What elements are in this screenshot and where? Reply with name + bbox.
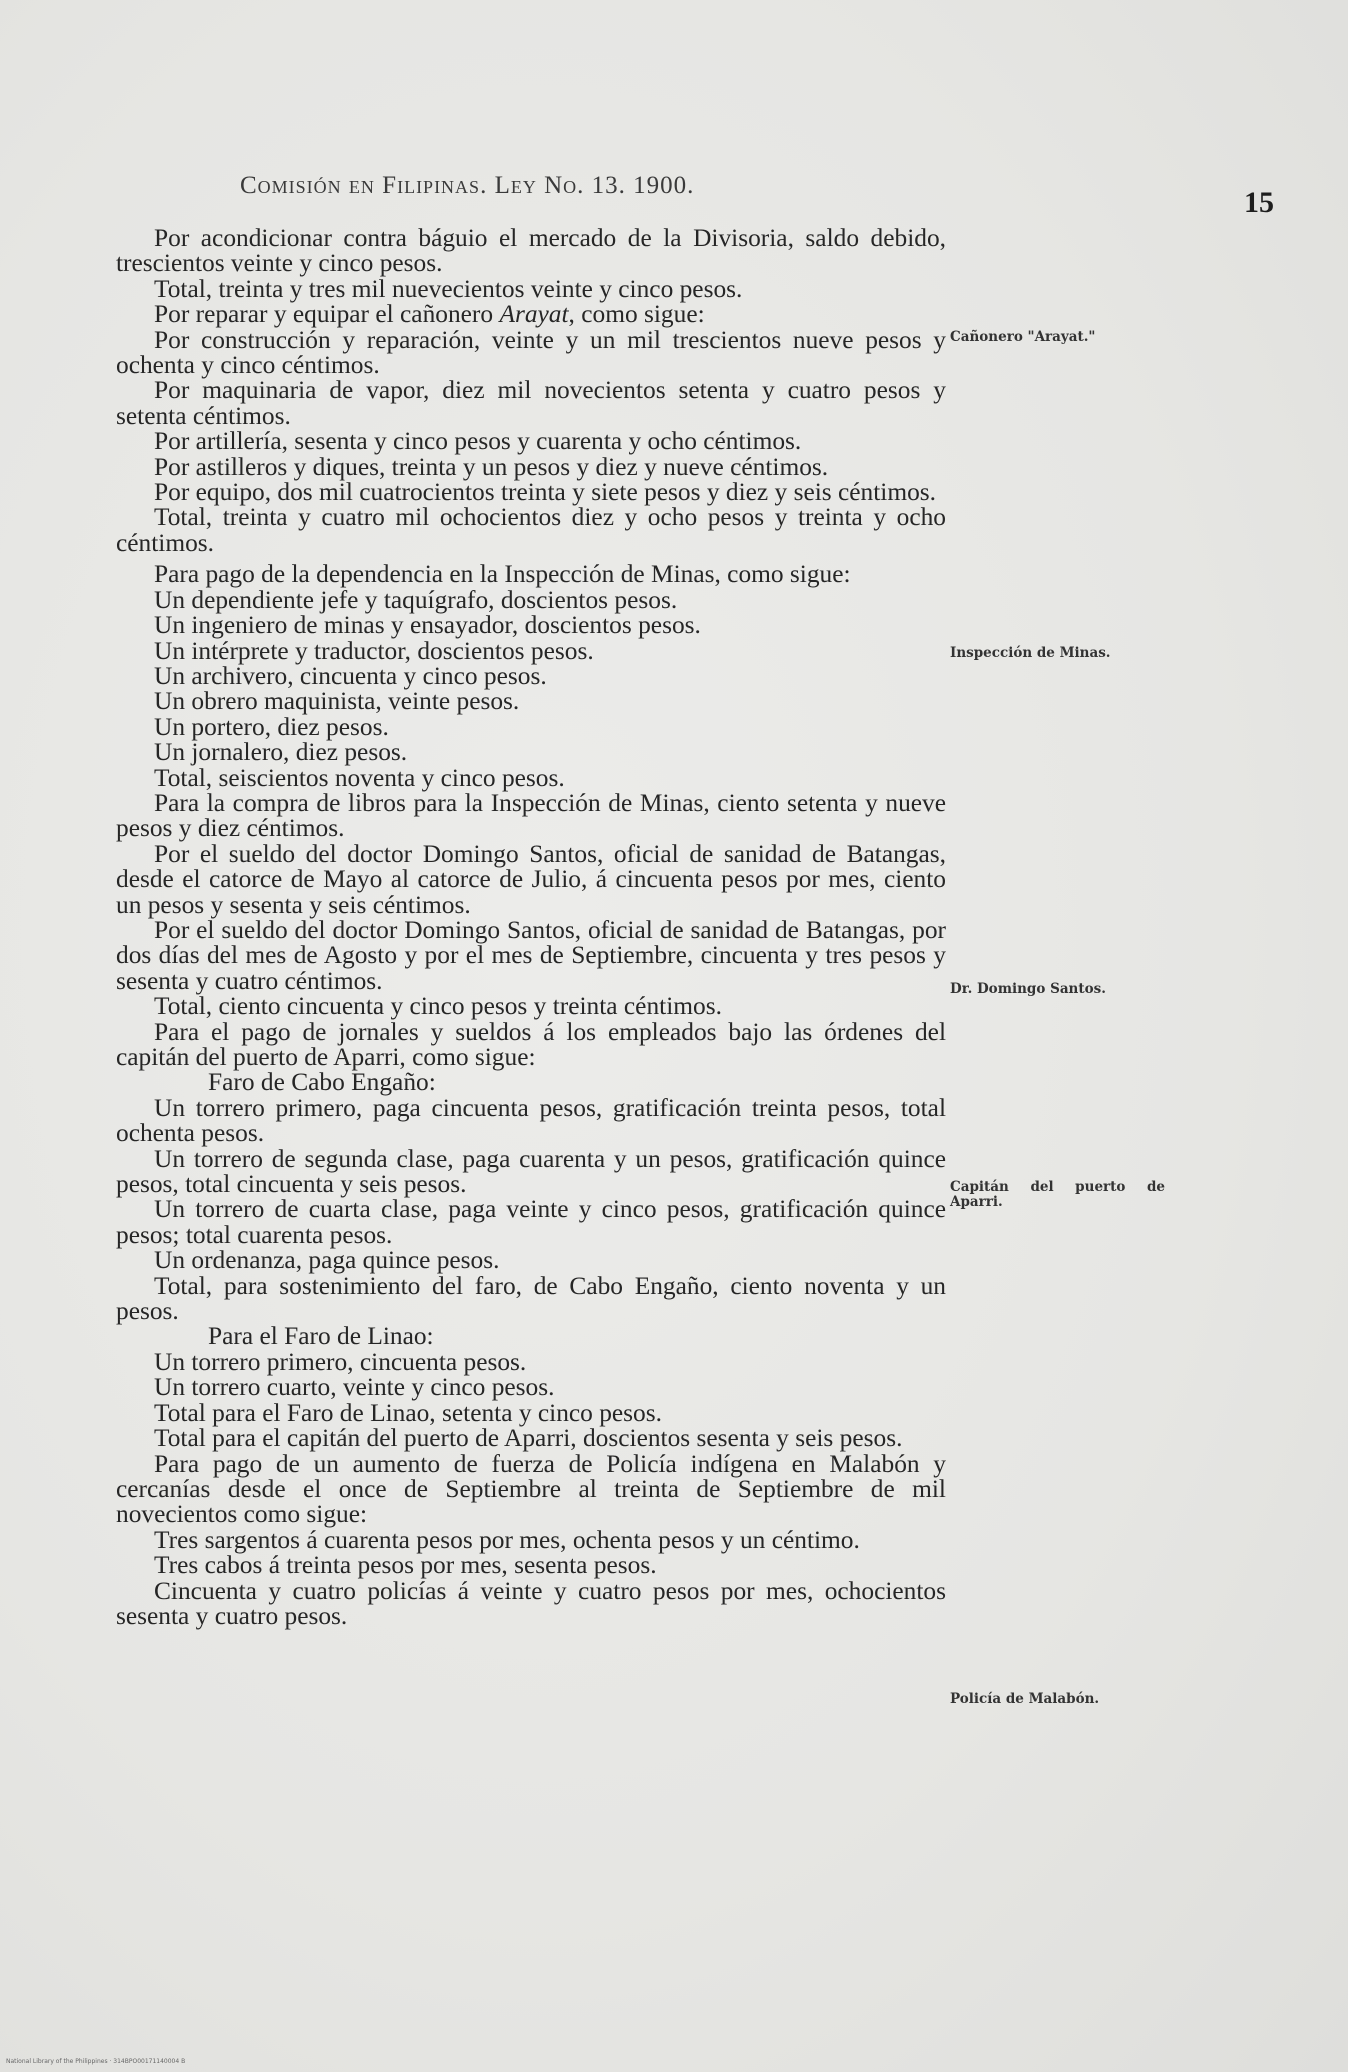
- paragraph: Total, ciento cincuenta y cinco pesos y treinta céntimos.: [154, 992, 722, 1021]
- scan-footer: National Library of the Philippines · 314BPO00171140004 B: [6, 2058, 186, 2065]
- paragraph: Por acondicionar contra báguio el mercado de la Divisoria, saldo debido, trescientos veinte y cinco pesos.: [116, 224, 946, 278]
- paragraph: Para la compra de libros para la Inspección de Minas, ciento setenta y nueve pesos y diez céntimos.: [116, 788, 946, 843]
- paragraph: Un torrero primero, paga cincuenta pesos, gratificación treinta pesos, total ochenta pesos.: [116, 1093, 946, 1148]
- list-item: Un ingeniero de minas y ensayador, doscientos pesos.: [154, 611, 701, 640]
- list-item: Un obrero maquinista, veinte pesos.: [154, 687, 520, 716]
- list-item: Un jornalero, diez pesos.: [154, 738, 408, 767]
- margin-note-malabon: Policía de Malabón.: [950, 1691, 1100, 1707]
- paragraph: Para el pago de jornales y sueldos á los empleados bajo las órdenes del capitán del puerto de Aparri, como sigue:: [116, 1017, 946, 1071]
- margin-note-santos: Dr. Domingo Santos.: [950, 981, 1106, 997]
- paragraph: Tres cabos á treinta pesos por mes, sesenta pesos.: [154, 1551, 657, 1580]
- paragraph: Total, treinta y cuatro mil ochocientos diez y ocho pesos y treinta y ocho céntimos.: [116, 503, 946, 557]
- paragraph-arayat-pre: Por reparar y equipar el cañonero: [154, 300, 500, 329]
- paragraph: Para pago de la dependencia en la Inspección de Minas, como sigue:: [154, 560, 851, 589]
- paragraph: Para pago de un aumento de fuerza de Policía indígena en Malabón y cercanías desde el once de Septiembre al treinta de Septiembre de mil novecientos como sigue:: [116, 1449, 946, 1529]
- margin-note-arayat: Cañonero "Arayat.": [950, 329, 1096, 345]
- paragraph-arayat-post: , como sigue:: [568, 300, 705, 329]
- vessel-name: Arayat: [499, 300, 569, 329]
- paragraph: Tres sargentos á cuarenta pesos por mes, ochenta pesos y un céntimo.: [154, 1525, 860, 1554]
- paragraph: Un torrero primero, cincuenta pesos.: [154, 1347, 527, 1376]
- margin-note-aparri: Capitán del puerto de Aparri.: [950, 1179, 1165, 1210]
- subheading: Faro de Cabo Engaño:: [208, 1068, 436, 1097]
- paragraph: Un torrero cuarto, veinte y cinco pesos.: [154, 1373, 555, 1402]
- list-item: Un portero, diez pesos.: [154, 712, 389, 741]
- paragraph: Un torrero de cuarta clase, paga veinte y cinco pesos, gratificación quince pesos; total cuarenta pesos.: [116, 1195, 946, 1249]
- paragraph: Por artillería, sesenta y cinco pesos y cuarenta y ocho céntimos.: [154, 427, 802, 456]
- paragraph: Un ordenanza, paga quince pesos.: [154, 1246, 500, 1275]
- paragraph: Por construcción y reparación, veinte y un mil trescientos nueve pesos y ochenta y cinco céntimos.: [116, 325, 946, 380]
- margin-note-minas: Inspección de Minas.: [950, 645, 1111, 661]
- paragraph: Por el sueldo del doctor Domingo Santos, oficial de sanidad de Batangas, desde el catorce de Mayo al catorce de Julio, á cincuenta pesos por mes, ciento un pesos y sesenta y seis céntimos.: [116, 839, 946, 919]
- page-number: 15: [1244, 186, 1274, 219]
- list-item: Un intérprete y traductor, doscientos pesos.: [154, 636, 594, 665]
- paragraph: Por equipo, dos mil cuatrocientos treinta y siete pesos y diez y seis céntimos.: [154, 478, 937, 507]
- subheading: Para el Faro de Linao:: [208, 1322, 434, 1351]
- paragraph: Total, seiscientos noventa y cinco pesos.: [154, 763, 565, 792]
- paragraph-arayat: [116, 302, 946, 327]
- paragraph: Total, para sostenimiento del faro, de Cabo Engaño, ciento noventa y un pesos.: [116, 1271, 946, 1326]
- paragraph: Por el sueldo del doctor Domingo Santos, oficial de sanidad de Batangas, por dos días del mes de Agosto y por el mes de Septiembre, cincuenta y tres pesos y sesenta y cuatro céntimos.: [116, 915, 946, 995]
- paragraph: Total, treinta y tres mil nuevecientos veinte y cinco pesos.: [154, 274, 743, 303]
- paragraph: Cincuenta y cuatro policías á veinte y cuatro pesos por mes, ochocientos sesenta y cuatro pesos.: [116, 1576, 946, 1630]
- paragraph: Por astilleros y diques, treinta y un pesos y diez y nueve céntimos.: [154, 452, 829, 481]
- running-header: Comisión en Filipinas. Ley No. 13. 1900.: [240, 172, 695, 199]
- paragraph: Total para el capitán del puerto de Aparri, doscientos sesenta y seis pesos.: [154, 1424, 903, 1453]
- list-item: Un archivero, cincuenta y cinco pesos.: [154, 661, 547, 690]
- paragraph: Por maquinaria de vapor, diez mil novecientos setenta y cuatro pesos y setenta céntimos.: [116, 376, 946, 430]
- paragraph: Un torrero de segunda clase, paga cuarenta y un pesos, gratificación quince pesos, total cincuenta y seis pesos.: [116, 1144, 946, 1199]
- paragraph: Total para el Faro de Linao, setenta y cinco pesos.: [154, 1398, 662, 1427]
- body-text: [116, 226, 946, 1629]
- list-item: Un dependiente jefe y taquígrafo, doscientos pesos.: [154, 585, 678, 614]
